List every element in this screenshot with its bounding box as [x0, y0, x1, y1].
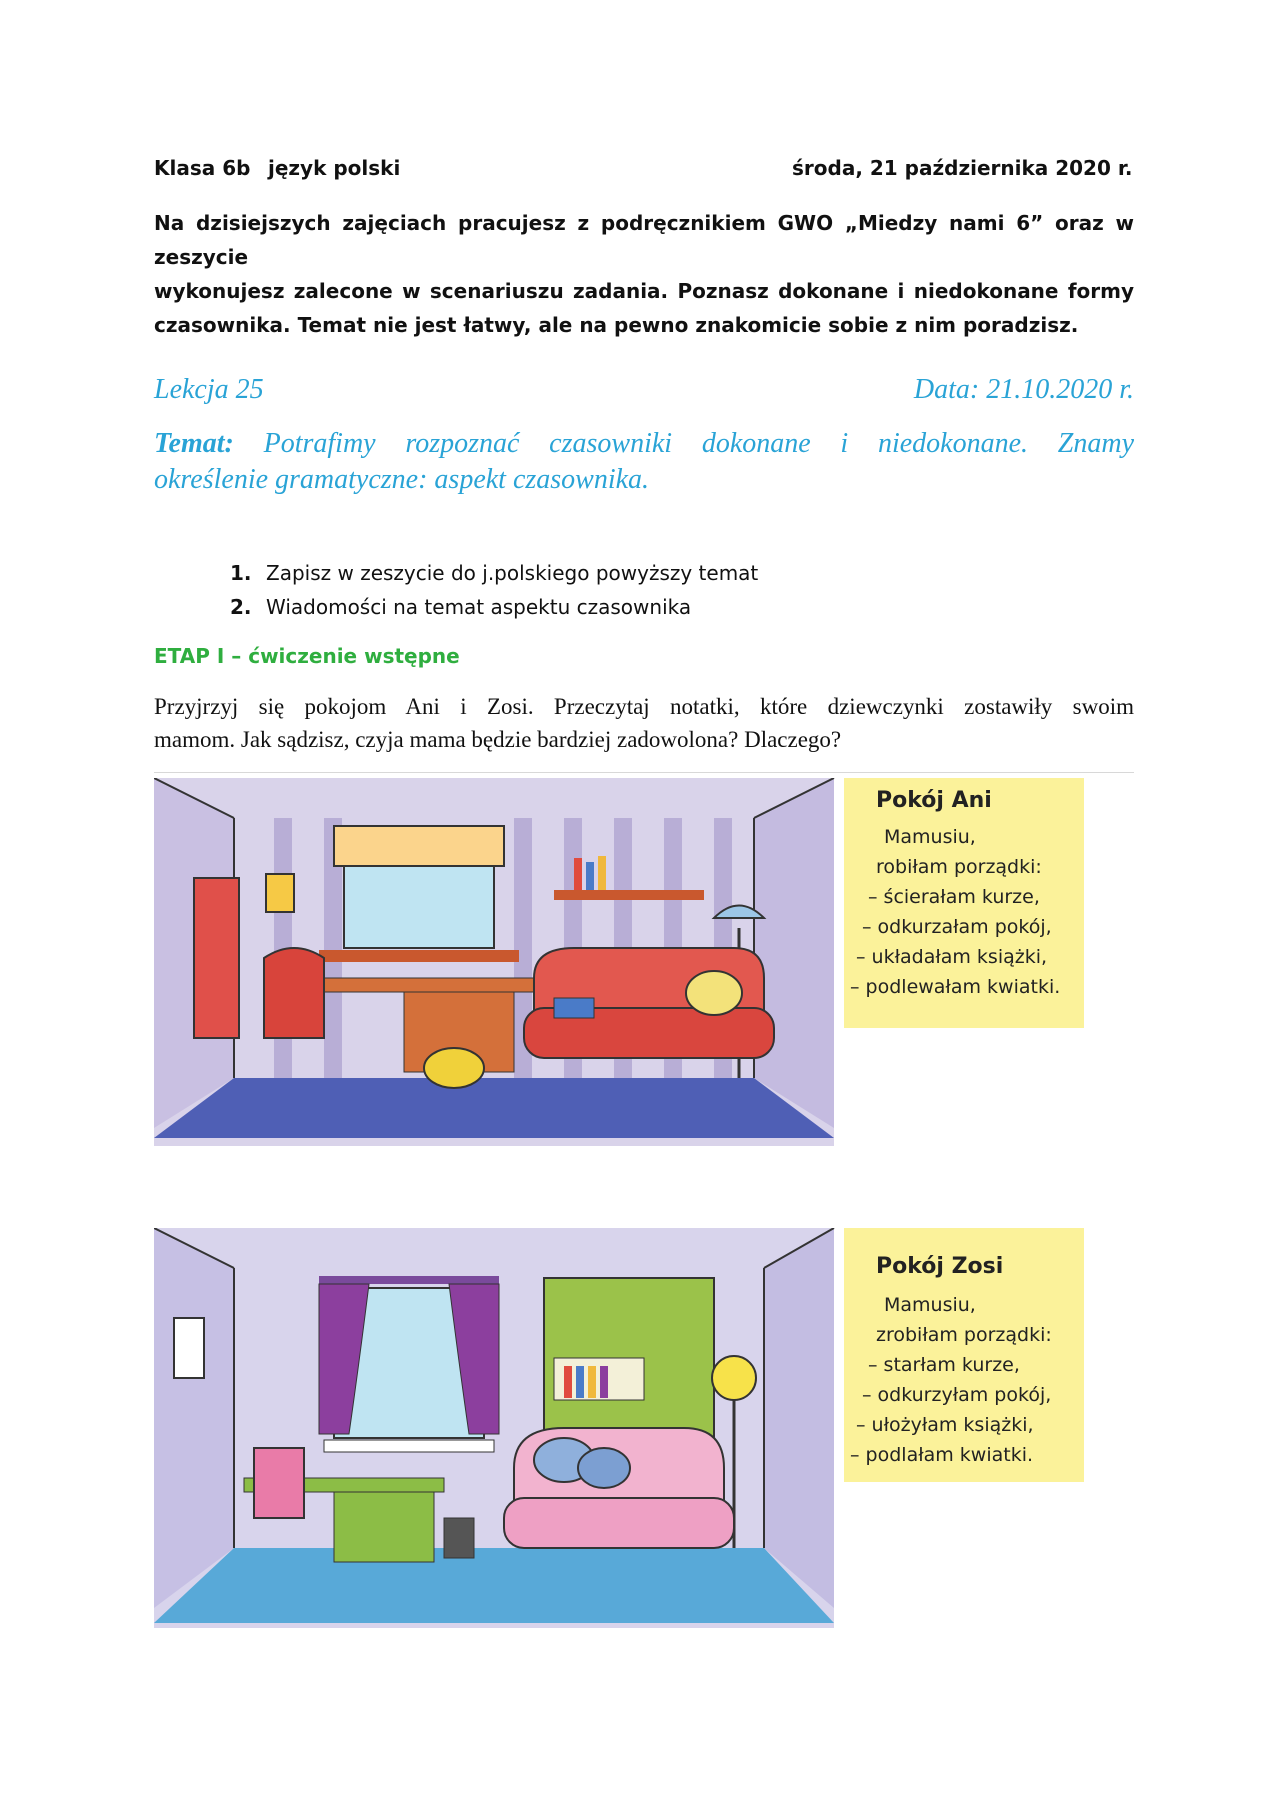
lesson-number: Lekcja 25	[154, 374, 264, 405]
note-line: – ścierałam kurze,	[868, 886, 1040, 908]
note-line: zrobiłam porządki:	[876, 1324, 1052, 1346]
note-line: – odkurzałam pokój,	[862, 916, 1052, 938]
note-zosi	[844, 1228, 1084, 1482]
note-line: Mamusiu,	[884, 1294, 976, 1316]
note-line: – starłam kurze,	[868, 1354, 1020, 1376]
topic-text: określenie gramatyczne: aspekt czasownika.	[154, 464, 650, 495]
note-title: Pokój Ani	[876, 788, 992, 813]
note-line: – podlałam kwiatki.	[850, 1444, 1034, 1466]
class-label: Klasa 6b	[154, 156, 251, 180]
note-line: robiłam porządki:	[876, 856, 1042, 878]
note-line: Mamusiu,	[884, 826, 976, 848]
stage-text: Przyjrzyj się pokojom Ani i Zosi. Przeczytaj notatki, które dziewczynki zostawiły swoim mamom. Jak sądzisz, czyja mama będzie bardziej zadowolona? Dlaczego?	[154, 694, 1134, 752]
intro-line: wykonujesz zalecone w scenariuszu zadania. Poznasz dokonane i niedokonane formy	[154, 279, 1134, 303]
divider	[154, 772, 1134, 773]
topic-text: Potrafimy rozpoznać czasowniki dokonane i niedokonane. Znamy	[263, 428, 1135, 459]
header-date: środa, 21 października 2020 r.	[792, 156, 1133, 180]
lesson-date: Data: 21.10.2020 r.	[913, 374, 1134, 405]
room-zosi-illustration	[154, 1228, 1094, 1628]
note-line: – ułożyłam książki,	[856, 1414, 1034, 1436]
note-line: – odkurzyłam pokój,	[862, 1384, 1052, 1406]
topic-label: Temat:	[154, 428, 234, 459]
stage-title: ETAP I – ćwiczenie wstępne	[154, 644, 460, 668]
lesson-topic	[154, 426, 1134, 498]
intro-line: Na dzisiejszych zajęciach pracujesz z podręcznikiem GWO „Miedzy nami 6” oraz w zeszycie	[154, 211, 1134, 269]
task-list	[230, 556, 758, 624]
intro-paragraph	[154, 206, 1134, 342]
list-item: 1. Zapisz w zeszycie do j.polskiego powyższy temat	[230, 561, 759, 585]
intro-line: czasownika. Temat nie jest łatwy, ale na pewno znakomicie sobie z nim poradzisz.	[154, 313, 1079, 337]
room-ani-illustration	[154, 778, 1094, 1146]
list-item: 2. Wiadomości na temat aspektu czasownika	[230, 595, 692, 619]
subject-label: język polski	[268, 156, 401, 180]
note-line: – podlewałam kwiatki.	[850, 976, 1061, 998]
note-title: Pokój Zosi	[876, 1254, 1004, 1279]
note-line: – układałam książki,	[856, 946, 1048, 968]
note-ani	[844, 778, 1084, 1028]
